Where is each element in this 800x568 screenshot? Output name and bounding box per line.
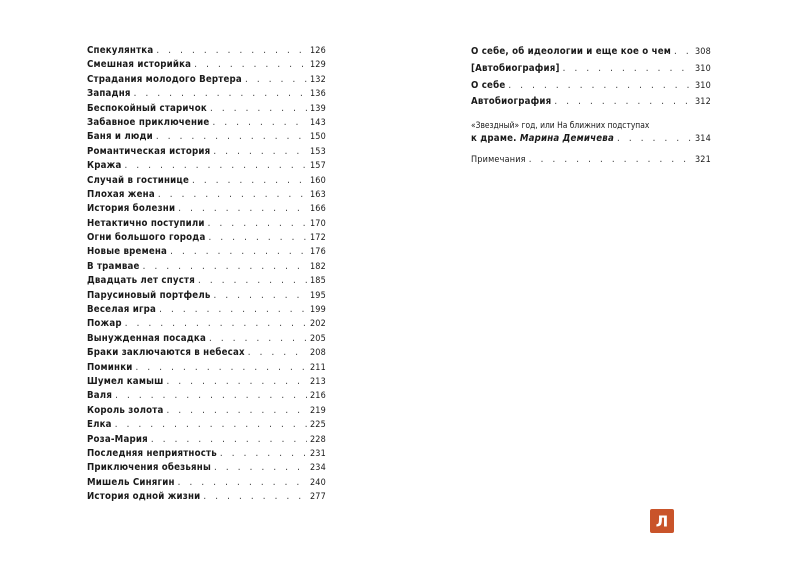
toc-entry-title: История болезни (87, 203, 176, 215)
essay-title-line2-text (471, 131, 614, 148)
toc-entry-page-number: 213 (309, 376, 326, 387)
toc-entry-page-number: 136 (309, 89, 326, 100)
toc-entry (87, 317, 326, 331)
toc-entry (87, 404, 326, 418)
toc-entry (87, 44, 326, 58)
leader-dots (151, 433, 307, 447)
toc-left-column (87, 44, 326, 505)
toc-entry (471, 94, 711, 111)
toc-entry-notes (471, 152, 711, 169)
leader-dots (178, 202, 307, 216)
leader-dots (508, 78, 692, 95)
toc-entry (87, 389, 326, 403)
toc-entry-title: Автобиография (471, 96, 552, 108)
toc-entry (87, 375, 326, 389)
toc-entry-title: Мишель Синягин (87, 476, 175, 488)
leader-dots (617, 131, 692, 148)
toc-entry-title: О себе, об идеологии и еще кое о чем (471, 46, 672, 57)
leader-dots (115, 418, 307, 432)
toc-entry (87, 202, 326, 216)
leader-dots (529, 152, 692, 169)
leader-dots (166, 375, 306, 389)
toc-entry (87, 303, 326, 317)
essay-title-prefix: к драме. (471, 133, 520, 145)
toc-entry-page-number: 170 (309, 218, 326, 229)
toc-entry (87, 130, 326, 144)
toc-entry-essay (471, 120, 711, 148)
toc-entry-page-number: 228 (309, 434, 326, 445)
leader-dots (198, 274, 307, 288)
toc-entry (471, 78, 711, 95)
toc-entry (87, 332, 326, 346)
essay-page-number: 314 (694, 134, 711, 145)
leader-dots (136, 361, 307, 375)
toc-entry-page-number: 153 (309, 146, 326, 157)
toc-entry-title: Спекулянтка (87, 45, 154, 56)
toc-entry-page-number: 160 (309, 175, 326, 186)
toc-entry (87, 58, 326, 72)
toc-entry-page-number: 231 (309, 448, 326, 459)
toc-entry-title: Поминки (87, 361, 133, 373)
leader-dots (245, 73, 307, 87)
toc-entry (471, 44, 711, 61)
toc-entry-title: Баня и люди (87, 131, 153, 143)
toc-entry (87, 490, 326, 504)
leader-dots (125, 317, 307, 331)
leader-dots (143, 260, 307, 274)
toc-entry-page-number: 199 (309, 305, 326, 316)
toc-entry-page-number: 219 (309, 405, 326, 416)
toc-entry (87, 245, 326, 259)
toc-entry-page-number: 308 (694, 47, 711, 57)
toc-entry-page-number: 166 (309, 204, 326, 215)
toc-entry-page-number: 225 (309, 420, 326, 431)
toc-entry (87, 116, 326, 130)
toc-entry-page-number: 132 (309, 74, 326, 85)
toc-entry (87, 174, 326, 188)
leader-dots (208, 217, 307, 231)
toc-entry-title: Приключения обезьяны (87, 462, 211, 474)
publisher-logo-icon (650, 509, 674, 533)
toc-entry (87, 145, 326, 159)
toc-entry (87, 461, 326, 475)
toc-right-rows (471, 44, 711, 111)
leader-dots (192, 174, 307, 188)
leader-dots (178, 476, 307, 490)
leader-dots (554, 94, 692, 111)
toc-entry-title: Огни большого города (87, 232, 206, 244)
toc-entry (87, 159, 326, 173)
toc-entry-title: Плохая жена (87, 188, 155, 200)
toc-right-column (471, 44, 711, 169)
toc-entry-title: Вынужденная посадка (87, 332, 206, 344)
toc-entry (87, 188, 326, 202)
toc-entry (87, 231, 326, 245)
toc-entry (87, 260, 326, 274)
toc-entry (87, 433, 326, 447)
essay-title-line1: «Звездный» год, или На ближних подступах (471, 120, 650, 131)
toc-entry (87, 217, 326, 231)
toc-entry-title: Романтическая история (87, 145, 211, 157)
toc-entry (87, 447, 326, 461)
leader-dots (209, 332, 307, 346)
notes-title: Примечания (471, 154, 526, 165)
toc-entry-title: Новые времена (87, 246, 168, 258)
toc-entry-title: Пожар (87, 318, 122, 330)
toc-entry (87, 102, 326, 116)
leader-dots (213, 145, 307, 159)
toc-entry-title: Страдания молодого Вертера (87, 73, 242, 85)
leader-dots (115, 389, 307, 403)
toc-entry-title: О себе (471, 79, 506, 91)
toc-entry-title: [Автобиография] (471, 62, 560, 74)
toc-entry-title: Валя (87, 390, 113, 402)
toc-entry (87, 289, 326, 303)
toc-entry-page-number: 211 (309, 362, 326, 373)
toc-entry-title: Западня (87, 88, 131, 100)
toc-entry-title: Забавное приключение (87, 116, 210, 128)
leader-dots (203, 490, 307, 504)
toc-entry-page-number: 126 (309, 46, 326, 56)
leader-dots (158, 188, 307, 202)
leader-dots (170, 245, 307, 259)
toc-entry (87, 361, 326, 375)
leader-dots (210, 102, 307, 116)
toc-entry-page-number: 157 (309, 161, 326, 172)
toc-entry (87, 476, 326, 490)
toc-entry (87, 346, 326, 360)
essay-author: Марина Демичева (519, 133, 614, 145)
toc-entry-title: Случай в гостинице (87, 174, 190, 186)
toc-entry-page-number: 185 (309, 276, 326, 287)
leader-dots (220, 447, 307, 461)
toc-entry-page-number: 172 (309, 233, 326, 244)
toc-entry-page-number: 208 (309, 348, 326, 359)
toc-entry-title: Двадцать лет спустя (87, 275, 195, 287)
leader-dots (563, 61, 692, 78)
toc-entry-title: Нетактично поступили (87, 217, 205, 229)
leader-dots (167, 404, 307, 418)
toc-entry-page-number: 195 (309, 290, 326, 301)
leader-dots (156, 44, 307, 58)
toc-entry-page-number: 150 (309, 132, 326, 143)
toc-entry-title: В трамвае (87, 260, 140, 272)
toc-entry-page-number: 216 (309, 391, 326, 402)
leader-dots (214, 461, 307, 475)
publisher-logo-letter: Л (655, 512, 669, 531)
leader-dots (134, 87, 307, 101)
toc-entry-title: Елка (87, 419, 112, 431)
toc-entry-title: Беспокойный старичок (87, 102, 207, 114)
toc-entry-title: История одной жизни (87, 491, 201, 503)
leader-dots (674, 44, 692, 61)
toc-entry (471, 61, 711, 78)
toc-entry (87, 418, 326, 432)
toc-entry-title: Кража (87, 160, 122, 172)
toc-entry-title: Последняя неприятность (87, 447, 217, 459)
toc-entry-page-number: 139 (309, 103, 326, 114)
toc-entry-page-number: 312 (694, 97, 711, 108)
toc-entry-page-number: 163 (309, 189, 326, 200)
toc-entry-title: Король золота (87, 404, 164, 416)
essay-title-line2 (471, 131, 711, 148)
toc-entry-page-number: 129 (309, 60, 326, 71)
toc-entry-title: Шумел камыш (87, 375, 164, 387)
leader-dots (124, 159, 306, 173)
leader-dots (209, 231, 307, 245)
toc-entry-page-number: 240 (309, 477, 326, 488)
notes-page-number: 321 (694, 154, 711, 165)
toc-entry (87, 73, 326, 87)
toc-entry-title: Веселая игра (87, 304, 157, 316)
toc-entry (87, 87, 326, 101)
leader-dots (248, 346, 307, 360)
leader-dots (194, 58, 307, 72)
toc-entry-page-number: 176 (309, 247, 326, 258)
toc-entry-page-number: 202 (309, 319, 326, 330)
toc-entry-title: Браки заключаются в небесах (87, 347, 245, 359)
toc-entry-page-number: 234 (309, 463, 326, 474)
leader-dots (156, 130, 307, 144)
toc-entry (87, 274, 326, 288)
toc-entry-page-number: 310 (694, 80, 711, 91)
toc-entry-title: Смешная историйка (87, 59, 192, 71)
leader-dots (212, 116, 307, 130)
toc-entry-page-number: 310 (694, 63, 711, 74)
leader-dots (159, 303, 307, 317)
leader-dots (214, 289, 307, 303)
toc-entry-page-number: 143 (309, 117, 326, 128)
toc-entry-title: Парусиновый портфель (87, 289, 211, 301)
toc-entry-page-number: 277 (309, 492, 326, 503)
toc-entry-title: Роза-Мария (87, 433, 148, 445)
toc-entry-page-number: 182 (309, 261, 326, 272)
toc-entry-page-number: 205 (309, 333, 326, 344)
